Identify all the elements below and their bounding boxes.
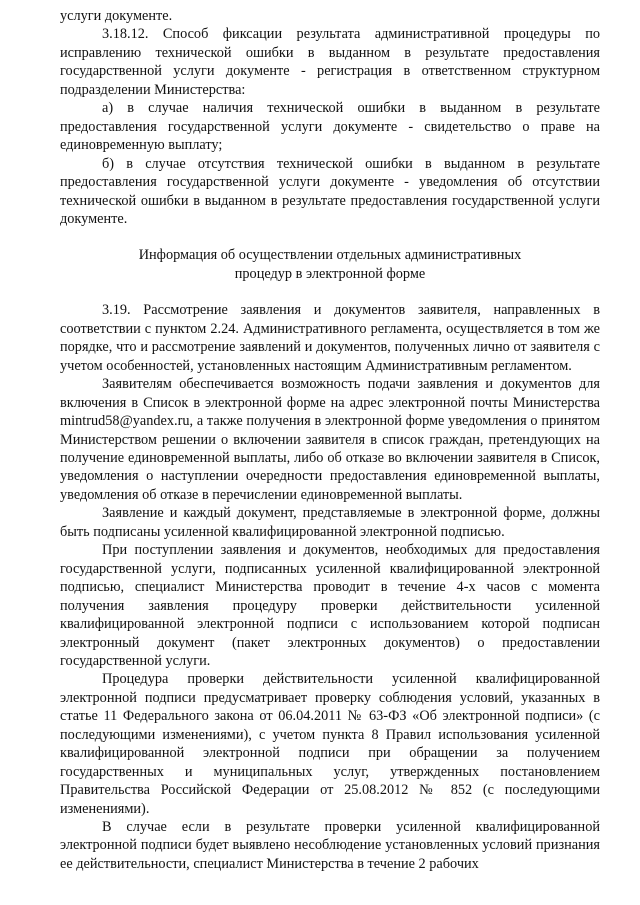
document-page [60, 7, 600, 873]
list-item-b: б) в случае отсутствия технической ошибки в выданном в результате предоставления государственной услуги документе - уведомления об отсутствии технической ошибки в выданном в результате предоставления государственной услуги документе. [60, 155, 600, 227]
paragraph-receipt: При поступлении заявления и документов, необходимых для предоставления государственной услуги, подписанных усиленной квалифицированной электронной подписью, специалист Министерства проводит в течение 4-х часов с момента получения заявления процедуру проверки действительности усиленной квалифицированной электронной подписи с использованием которой подписан электронный документ (пакет электронных документов) о предоставлении государственной услуги. [60, 542, 600, 669]
paragraph-3-18-12: 3.18.12. Способ фиксации результата административной процедуры по исправлению технической ошибки в выданном в результате предоставления государственной услуги документе - регистрация в ответственном структурном подразделении Министерства: [60, 26, 600, 98]
paragraph-signature: Заявление и каждый документ, представляемые в электронной форме, должны быть подписаны усиленной квалифицированной электронной подписью. [60, 505, 600, 540]
paragraph-3-19: 3.19. Рассмотрение заявления и документов заявителя, направленных в соответствии с пунктом 2.24. Административного регламента, осуществляется в том же порядке, что и рассмотрение заявлений и документов, полученных лично от заявителя с учетом особенностей, установленных настоящим Административным регламентом. [60, 302, 600, 374]
paragraph-procedure: Процедура проверки действительности усиленной квалифицированной электронной подписи предусматривает проверку соблюдения условий, указанных в статье 11 Федерального закона от 06.04.2011 № 63-ФЗ «Об электронной подписи» (с последующими изменениями), с учетом пункта 8 Правил использования усиленной квалифицированной электронной подписи при обращении за получением государственных и муниципальных услуг, утвержденных постановлением Правительства Российской Федерации от 25.08.2012 № 852 (с последующими изменениями). [60, 671, 600, 817]
list-item-a: а) в случае наличия технической ошибки в выданном в результате предоставления государственной услуги документе - свидетельство о праве на единовременную выплату; [60, 100, 600, 154]
spacer [60, 283, 600, 301]
section-heading [60, 246, 600, 283]
paragraph-case: В случае если в результате проверки усиленной квалифицированной электронной подписи будет выявлено несоблюдение установленных условий признания ее действительности, специалист Министерства в течение 2 рабочих [60, 819, 600, 872]
paragraph-applicants: Заявителям обеспечивается возможность подачи заявления и документов для включения в Список в электронной форме на адрес электронной почты Министерства mintrud58@yandex.ru, а также получения в электронной форме уведомления о принятом Министерством решении о включении заявителя в список граждан, претендующих на получение единовременной выплаты, либо об отказе во включении заявителя в Список, уведомления о наступлении очередности предоставления единовременной выплаты, уведомления об отказе в перечислении единовременной выплаты. [60, 376, 600, 503]
spacer [60, 228, 600, 246]
paragraph-continuation: услуги документе. [60, 8, 173, 24]
section-heading-line-2: процедур в электронной форме [234, 265, 426, 282]
section-heading-line-1: Информация об осуществлении отдельных административных [138, 247, 522, 264]
